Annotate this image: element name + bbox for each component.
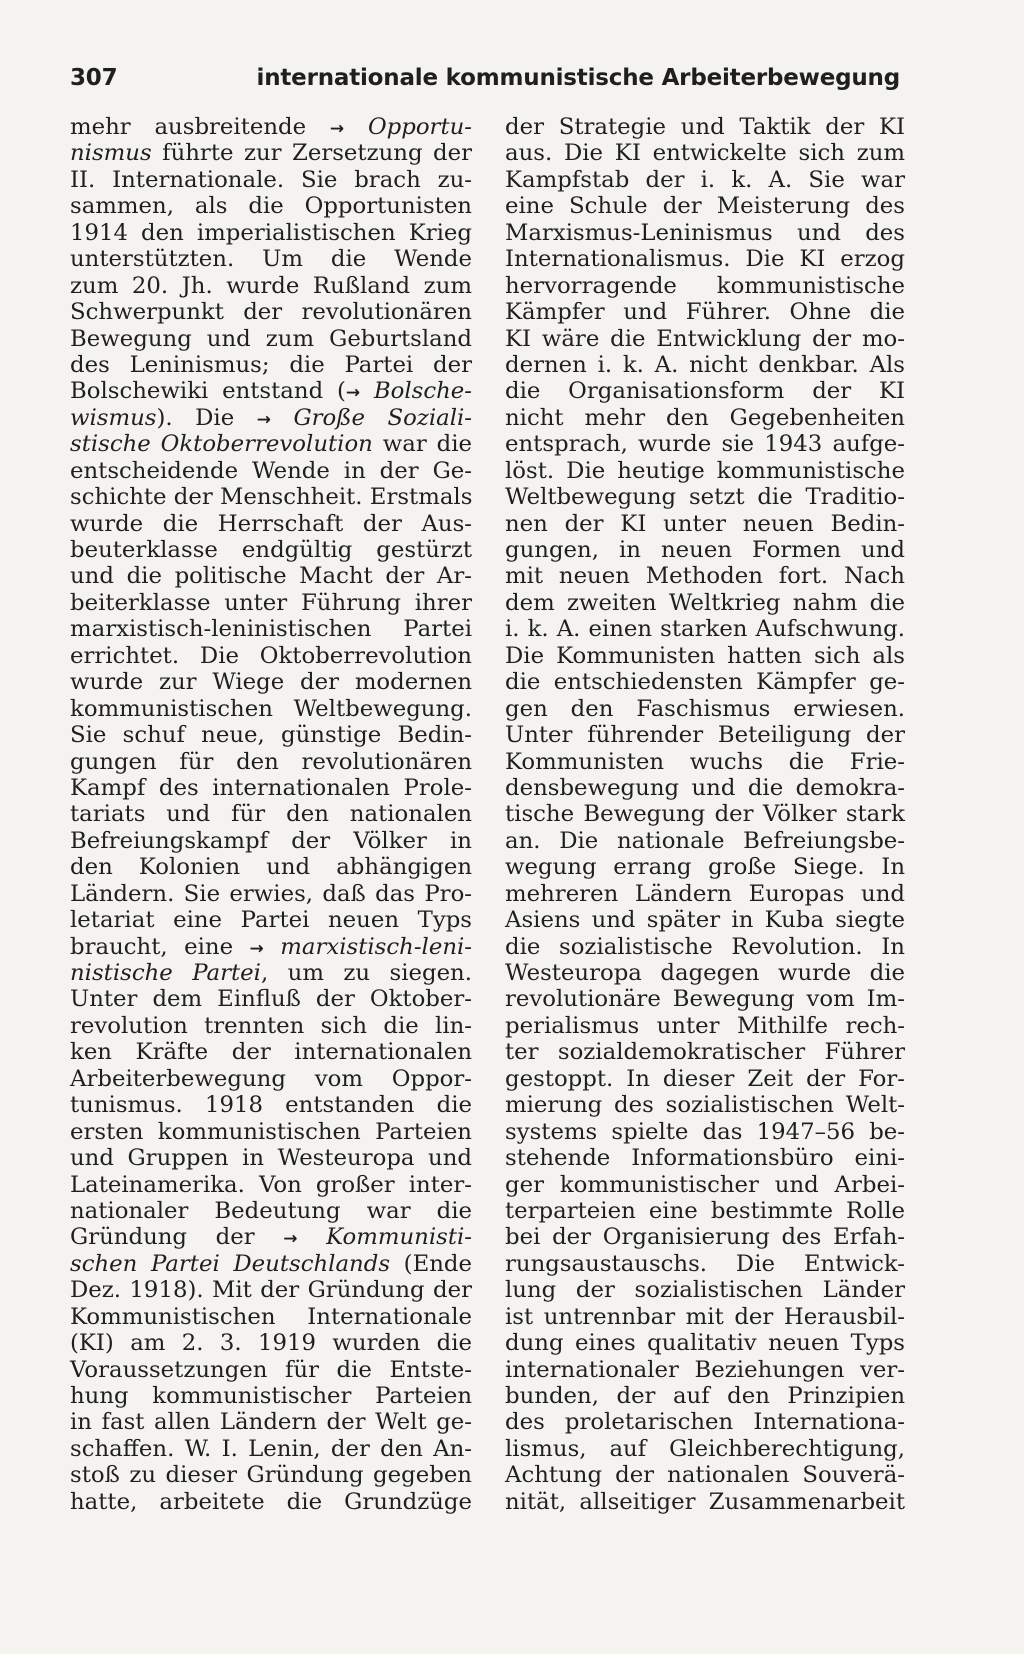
text-line <box>505 511 905 537</box>
text-run: tische Bewegung der Völker stark <box>505 801 905 828</box>
text-run: Kommunisten wuchs die Frie- <box>505 748 905 775</box>
text-run: hervorragende kommunistische <box>505 272 905 299</box>
text-line <box>505 1251 905 1277</box>
text-run: gungen für den revolutionären <box>70 748 472 775</box>
text-line <box>505 696 905 722</box>
text-run: löst. Die heutige kommunistische <box>505 457 905 484</box>
text-run: ter sozialdemokratischer Führer <box>505 1039 905 1066</box>
text-run: war die <box>372 431 473 458</box>
cross-reference: nismus <box>70 140 152 167</box>
text-run: nationaler Bedeutung war die <box>70 1197 472 1224</box>
running-head: internationale kommunistische Arbeiterbewegung <box>256 65 900 91</box>
text-line <box>70 696 472 722</box>
text-line <box>505 484 905 510</box>
text-line <box>70 246 472 272</box>
text-line <box>505 563 905 589</box>
text-line <box>70 854 472 880</box>
right-text-column <box>505 114 905 1515</box>
text-line <box>70 511 472 537</box>
cross-reference: nistische Partei <box>70 960 261 986</box>
text-run: Lateinamerika. Von großer inter- <box>70 1171 472 1198</box>
text-run: dernen i. k. A. nicht denkbar. Als <box>505 351 905 378</box>
text-line <box>505 1092 905 1118</box>
text-run: ger kommunistischer und Arbei- <box>505 1171 905 1198</box>
cross-reference: schen Partei Deutschlands <box>70 1250 391 1277</box>
text-line <box>70 140 472 166</box>
text-run: mit neuen Methoden fort. Nach <box>505 563 905 590</box>
text-line <box>70 1092 472 1118</box>
text-line <box>70 1224 472 1250</box>
text-run: Kampfstab der i. k. A. Sie war <box>505 166 905 193</box>
text-run: terparteien eine bestimmte Rolle <box>505 1197 905 1224</box>
text-run: Achtung der nationalen Souverä- <box>505 1462 905 1489</box>
text-line <box>70 616 472 642</box>
text-run: des proletarischen Internationa- <box>505 1409 905 1436</box>
text-line <box>70 1462 472 1488</box>
text-line <box>70 881 472 907</box>
text-run <box>360 378 374 404</box>
text-run: Kommunistischen Internationale <box>70 1303 472 1330</box>
text-run: nen der KI unter neuen Bedin- <box>505 510 905 537</box>
text-line <box>70 458 472 484</box>
text-run <box>264 934 280 960</box>
text-line <box>70 193 472 219</box>
text-run: Unter dem Einfluß der Oktober- <box>70 986 472 1013</box>
text-run: revolutionäre Bewegung vom Im- <box>505 986 905 1013</box>
text-line <box>505 273 905 299</box>
text-run: Internationalismus. Die KI erzog <box>505 246 905 273</box>
text-run: letariat eine Partei neuen Typs <box>70 907 472 934</box>
text-line <box>505 907 905 933</box>
text-run: gungen, in neuen Formen und <box>505 537 905 563</box>
text-line <box>505 643 905 669</box>
text-run: unterstützten. Um die Wende <box>70 246 472 273</box>
text-line <box>505 167 905 193</box>
text-line <box>505 1277 905 1303</box>
text-line <box>505 1172 905 1198</box>
text-run: perialismus unter Mithilfe rech- <box>505 1012 905 1039</box>
text-line <box>505 458 905 484</box>
text-run: des Leninismus; die Partei der <box>70 351 472 378</box>
text-line <box>505 220 905 246</box>
text-run: Arbeiterbewegung vom Oppor- <box>70 1065 472 1092</box>
text-line <box>70 537 472 563</box>
text-line <box>70 775 472 801</box>
text-run: dung eines qualitativ neuen Typs <box>505 1330 905 1357</box>
text-run: mehr ausbreitende <box>70 114 330 140</box>
text-line <box>70 801 472 827</box>
text-line <box>70 960 472 986</box>
text-line <box>505 246 905 272</box>
text-run: hung kommunistischer Parteien <box>70 1383 472 1409</box>
text-line <box>70 1251 472 1277</box>
text-run <box>271 405 294 431</box>
page-number: 307 <box>70 65 118 91</box>
text-run: nicht mehr den Gegebenheiten <box>505 404 905 431</box>
text-line <box>505 193 905 219</box>
text-run: errichtet. Die Oktoberrevolution <box>70 642 472 669</box>
text-line <box>505 775 905 801</box>
text-run: in fast allen Ländern der Welt ge- <box>70 1409 472 1436</box>
text-line <box>70 1357 472 1383</box>
text-line <box>505 1066 905 1092</box>
text-line <box>70 1039 472 1065</box>
text-run: Ländern. Sie erwies, daß das Pro- <box>70 880 472 907</box>
text-run: mierung des sozialistischen Welt- <box>505 1092 905 1119</box>
text-run: die sozialistische Revolution. In <box>505 933 905 960</box>
text-run: Bolschewiki entstand ( <box>70 378 346 405</box>
text-line <box>70 907 472 933</box>
text-run: und die politische Macht der Ar- <box>70 563 472 590</box>
text-run: kommunistischen Weltbewegung. <box>70 695 472 722</box>
text-line <box>70 114 472 140</box>
text-run: führte zur Zersetzung der <box>151 140 472 167</box>
text-run: ersten kommunistischen Parteien <box>70 1118 472 1145</box>
text-run: Weltbewegung setzt die Traditio- <box>505 484 905 511</box>
text-line <box>70 749 472 775</box>
text-line <box>505 537 905 563</box>
text-line <box>70 273 472 299</box>
text-line <box>505 114 905 140</box>
text-line <box>505 1013 905 1039</box>
text-run: Schwerpunkt der revolutionären <box>70 299 472 326</box>
text-run: revolution trennten sich die lin- <box>70 1012 472 1039</box>
text-line <box>505 1383 905 1409</box>
text-line <box>505 1119 905 1145</box>
text-line <box>505 1145 905 1171</box>
text-run: eine Schule der Meisterung des <box>505 193 905 220</box>
text-line <box>505 1304 905 1330</box>
page-header <box>70 58 900 98</box>
text-line <box>505 405 905 431</box>
text-line <box>70 484 472 510</box>
text-line <box>70 1330 472 1356</box>
text-run: dem zweiten Weltkrieg nahm die <box>505 589 905 616</box>
text-run: stoß zu dieser Gründung gegeben <box>70 1462 472 1489</box>
text-run: schichte der Menschheit. Erstmals <box>70 484 473 511</box>
text-line <box>70 643 472 669</box>
text-run: sammen, als die Opportunisten <box>70 193 472 220</box>
text-run: Marxismus-Leninismus und des <box>505 219 905 246</box>
text-line <box>70 828 472 854</box>
text-run: internationaler Beziehungen ver- <box>505 1356 905 1383</box>
cross-reference: wismus <box>70 404 157 431</box>
text-run: Befreiungskampf der Völker in <box>70 827 472 854</box>
text-line <box>505 1409 905 1435</box>
text-line <box>505 881 905 907</box>
text-run: stehende Informationsbüro eini- <box>505 1145 905 1172</box>
text-run: Unter führender Beteiligung der <box>505 722 905 749</box>
cross-reference: Große Soziali- <box>293 404 472 431</box>
text-line <box>70 1172 472 1198</box>
text-run: Die Kommunisten hatten sich als <box>505 642 905 669</box>
text-line <box>70 1198 472 1224</box>
text-run: 1914 den imperialistischen Krieg <box>70 219 472 246</box>
text-run: wurde die Herrschaft der Aus- <box>70 510 472 537</box>
text-run: , um zu siegen. <box>260 960 472 986</box>
text-run: Asiens und später in Kuba siegte <box>505 907 905 934</box>
text-line <box>70 563 472 589</box>
text-run: die Organisationsform der KI <box>505 378 905 405</box>
text-run: der Strategie und Taktik der KI <box>505 114 905 140</box>
cross-reference: Opportu- <box>367 114 472 140</box>
text-run: lung der sozialistischen Länder <box>505 1277 905 1304</box>
text-run: bei der Organisierung des Erfah- <box>505 1224 905 1251</box>
text-run: marxistisch-leninistischen Partei <box>70 616 472 643</box>
text-run: mehreren Ländern Europas und <box>505 880 905 907</box>
text-line <box>505 1357 905 1383</box>
text-line <box>70 1409 472 1435</box>
text-run: ). Die <box>156 404 257 431</box>
left-text-column <box>70 114 472 1515</box>
text-run: gen den Faschismus erwiesen. <box>505 695 905 722</box>
text-line <box>505 140 905 166</box>
text-run: entsprach, wurde sie 1943 aufge- <box>505 431 905 458</box>
text-line <box>70 1066 472 1092</box>
text-line <box>70 1145 472 1171</box>
text-line <box>505 1436 905 1462</box>
text-line <box>505 986 905 1012</box>
text-run: nität, allseitiger Zusammenarbeit <box>505 1488 905 1515</box>
text-run: Kampf des internationalen Prole- <box>70 774 472 801</box>
text-run: an. Die nationale Befreiungsbe- <box>505 827 905 854</box>
text-line <box>505 1462 905 1488</box>
text-line <box>505 1489 905 1515</box>
text-line <box>505 326 905 352</box>
text-run: hatte, arbeitete die Grundzüge <box>70 1488 472 1515</box>
text-run: densbewegung und die demokra- <box>505 774 905 801</box>
text-line <box>505 590 905 616</box>
reference-arrow-icon: → <box>283 1229 298 1250</box>
text-line <box>70 1277 472 1303</box>
text-run <box>298 1224 327 1250</box>
text-line <box>70 326 472 352</box>
text-run: bunden, der auf den Prinzipien <box>505 1383 905 1409</box>
text-run: Kämpfer und Führer. Ohne die <box>505 299 905 326</box>
reference-arrow-icon: → <box>249 938 264 959</box>
text-line <box>70 431 472 457</box>
text-line <box>70 1436 472 1462</box>
text-run: wegung errang große Siege. In <box>505 854 905 881</box>
text-line <box>505 722 905 748</box>
text-line <box>505 749 905 775</box>
text-run: beiterklasse unter Führung ihrer <box>70 589 472 616</box>
text-line <box>505 1198 905 1224</box>
text-run: Bewegung und zum Geburtsland <box>70 325 472 352</box>
text-line <box>70 722 472 748</box>
text-run: beuterklasse endgültig gestürzt <box>70 537 472 563</box>
text-line <box>70 1304 472 1330</box>
text-line <box>505 352 905 378</box>
cross-reference: marxistisch-leni- <box>280 933 472 960</box>
text-line <box>70 352 472 378</box>
text-run: i. k. A. einen starken Aufschwung. <box>505 616 905 643</box>
cross-reference: Kommunisti- <box>326 1224 473 1251</box>
text-line <box>505 828 905 854</box>
text-run: tariats und für den nationalen <box>70 801 472 828</box>
text-line <box>505 801 905 827</box>
text-line <box>70 1489 472 1515</box>
text-line <box>70 220 472 246</box>
text-run: systems spielte das 1947–56 be- <box>505 1118 905 1145</box>
text-line <box>505 1330 905 1356</box>
text-run: entscheidende Wende in der Ge- <box>70 457 472 484</box>
text-line <box>70 1119 472 1145</box>
text-line <box>70 167 472 193</box>
text-run: gestoppt. In dieser Zeit der For- <box>505 1065 905 1092</box>
text-run: schaffen. W. I. Lenin, der den An- <box>70 1435 472 1462</box>
text-run: II. Internationale. Sie brach zu- <box>70 166 472 193</box>
text-line <box>505 854 905 880</box>
reference-arrow-icon: → <box>256 409 271 430</box>
text-line <box>70 934 472 960</box>
text-run: ist untrennbar mit der Herausbil- <box>505 1303 905 1330</box>
text-run: (KI) am 2. 3. 1919 wurden die <box>70 1330 472 1357</box>
text-run: lismus, auf Gleichberechtigung, <box>505 1435 905 1462</box>
text-line <box>70 590 472 616</box>
text-line <box>505 960 905 986</box>
text-line <box>70 669 472 695</box>
text-line <box>505 1039 905 1065</box>
text-line <box>70 299 472 325</box>
text-run: aus. Die KI entwickelte sich zum <box>505 140 905 167</box>
cross-reference: Bolsche- <box>373 378 473 405</box>
text-run: tunismus. 1918 entstanden die <box>70 1092 472 1119</box>
text-line <box>505 616 905 642</box>
text-line <box>70 378 472 404</box>
cross-reference: stische Oktoberrevolution <box>70 431 373 458</box>
reference-arrow-icon: → <box>345 383 361 404</box>
text-run: wurde zur Wiege der modernen <box>70 669 472 696</box>
text-line <box>505 934 905 960</box>
text-line <box>70 405 472 431</box>
text-run: Sie schuf neue, günstige Bedin- <box>70 722 472 749</box>
text-run <box>344 114 368 140</box>
text-run: Westeuropa dagegen wurde die <box>505 960 905 986</box>
text-run: Dez. 1918). Mit der Gründung der <box>70 1277 472 1304</box>
text-run: und Gruppen in Westeuropa und <box>70 1145 472 1172</box>
text-run: ken Kräfte der internationalen <box>70 1039 472 1066</box>
reference-arrow-icon: → <box>329 119 345 139</box>
text-line <box>70 1383 472 1409</box>
text-line <box>505 431 905 457</box>
text-run: braucht, eine <box>70 933 250 960</box>
text-line <box>505 669 905 695</box>
text-run: Voraussetzungen für die Entste- <box>70 1356 472 1383</box>
text-run: die entschiedensten Kämpfer ge- <box>505 669 905 696</box>
text-line <box>505 1224 905 1250</box>
text-line <box>505 378 905 404</box>
text-run: Gründung der <box>70 1224 284 1251</box>
text-run: (Ende <box>390 1250 472 1277</box>
text-run: zum 20. Jh. wurde Rußland zum <box>70 272 472 299</box>
text-run: rungsaustauschs. Die Entwick- <box>505 1250 905 1277</box>
text-line <box>70 1013 472 1039</box>
text-line <box>70 986 472 1012</box>
text-run: den Kolonien und abhängigen <box>70 854 472 881</box>
text-line <box>505 299 905 325</box>
text-run: KI wäre die Entwicklung der mo- <box>505 325 905 352</box>
